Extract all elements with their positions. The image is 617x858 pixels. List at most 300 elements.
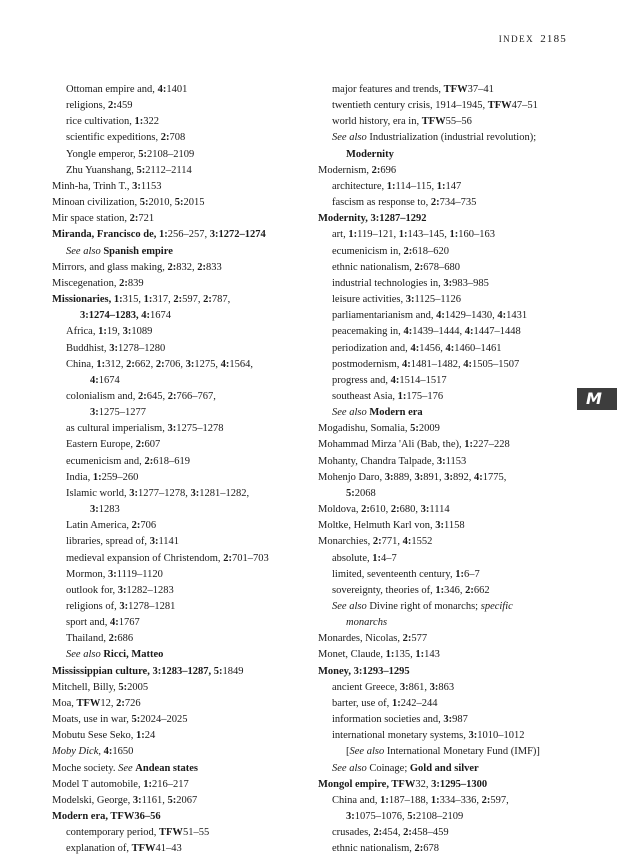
entry-text: art, (332, 229, 349, 241)
entry-text: 1: (464, 439, 473, 451)
entry-text: 256–257, (167, 229, 210, 241)
entry-text: 2: (131, 520, 141, 532)
entry-text: 3: (132, 180, 141, 192)
entry-text: ecumenicism and, (66, 455, 145, 467)
index-entry (318, 211, 583, 227)
entry-text: 4: (410, 342, 420, 354)
entry-text: 839 (127, 277, 144, 289)
entry-text: 1429–1430, (444, 310, 498, 322)
entry-text: Mohenjo Daro, (318, 471, 385, 483)
entry-text: 889, (393, 471, 415, 483)
entry-text: 459 (116, 100, 133, 112)
entry-text: [ (346, 746, 350, 758)
entry-text: 1114 (429, 504, 450, 516)
index-entry (52, 761, 314, 777)
entry-text: 2: (160, 132, 170, 144)
entry-text: as cultural imperialism, (66, 423, 168, 435)
entry-text: 1674 (98, 374, 120, 386)
entry-text: major features and trends, (332, 84, 444, 95)
index-subentry (318, 583, 583, 599)
entry-text: Yongle emperor, (66, 148, 139, 160)
entry-text: 832, (176, 261, 198, 273)
entry-text: 577 (411, 633, 428, 645)
entry-text: 5: (138, 148, 148, 160)
entry-text: 2: (223, 552, 232, 564)
entry-text: 3: (109, 342, 118, 354)
entry-text: 726 (124, 697, 141, 709)
entry-text: libraries, spread of, (66, 536, 150, 548)
entry-text: Mormon, (66, 568, 108, 580)
entry-text: 24 (144, 730, 156, 742)
entry-text: 3: (443, 277, 453, 289)
entry-text: 3: (384, 471, 394, 483)
entry-text: sport and, (66, 617, 111, 629)
entry-text: 3: (129, 487, 139, 499)
index-entry (52, 276, 314, 292)
entry-text: 1: (143, 294, 153, 306)
entry-text: 3: (468, 730, 478, 742)
index-subentry (52, 825, 314, 841)
index-subentry (52, 82, 314, 98)
entry-text: twentieth century crisis, 1914–1945, (332, 100, 488, 112)
entry-text: 766–767, (176, 390, 216, 402)
index-subentry (52, 357, 314, 373)
entry-text: 1650 (112, 746, 134, 758)
entry-text: 4: (445, 342, 455, 354)
entry-text: 5: (167, 794, 177, 806)
entry-text: 3: (420, 504, 430, 516)
index-subentry (52, 421, 314, 437)
entry-text: Zhu Yuanshang, (66, 164, 137, 176)
entry-text: China and, (332, 794, 381, 806)
entry-text: 1: (449, 229, 459, 241)
entry-text: Mobutu Sese Seko, (52, 730, 136, 742)
entry-text: 3: (443, 714, 453, 726)
entry-text: 987 (452, 714, 468, 726)
entry-text: Monardes, Nicolas, (318, 633, 403, 645)
entry-text: 2: (373, 827, 383, 839)
entry-text: 891, (423, 471, 445, 483)
index-entry (52, 809, 314, 825)
entry-text: crusades, (332, 827, 374, 839)
entry-text: 6–7 (464, 568, 480, 580)
entry-text: 4–7 (381, 552, 397, 564)
entry-text: 597, (490, 794, 509, 806)
entry-text: Moa, (52, 697, 77, 709)
entry-text: Modernism, (318, 164, 372, 176)
entry-text: 1: (386, 180, 396, 192)
entry-text: Divine right of monarchs; (369, 601, 481, 612)
entry-text: 2: (414, 843, 424, 855)
index-subentry (318, 761, 583, 777)
entry-text: See also (349, 746, 387, 758)
entry-text: 607 (144, 439, 161, 451)
entry-text: Modern era (369, 407, 423, 419)
entry-text: progress and, (332, 374, 391, 386)
entry-text: Ottoman empire and, (66, 84, 158, 95)
index-subentry (52, 373, 314, 389)
entry-text: 2015 (183, 197, 205, 209)
index-subentry (52, 470, 314, 486)
index-subentry (318, 98, 583, 114)
index-entry (318, 631, 583, 647)
entry-text: 1075–1076, (354, 811, 408, 823)
entry-text: 2: (167, 261, 177, 273)
entry-text: 3: (436, 455, 446, 467)
index-subentry (52, 437, 314, 453)
index-subentry (52, 615, 314, 631)
index-subentry (318, 712, 583, 728)
entry-text: 1: (92, 471, 102, 483)
index-entry (52, 179, 314, 195)
entry-text: 12, (100, 697, 117, 709)
index-subentry (52, 244, 314, 260)
entry-text: medieval expansion of Christendom, (66, 552, 224, 564)
entry-text: Missionaries, (52, 294, 114, 306)
entry-text: 1767 (118, 617, 140, 629)
index-subentry (318, 82, 583, 98)
entry-text: rice cultivation, (66, 116, 135, 128)
index-entry (318, 454, 583, 470)
entry-text: See (118, 762, 136, 774)
entry-text: International Monetary Fund (IMF)] (386, 746, 540, 758)
entry-text: See also (66, 649, 104, 661)
entry-text: 2: (119, 277, 128, 289)
entry-text: 1: (134, 116, 144, 128)
entry-text: 47–51 (511, 100, 538, 112)
entry-text: Latin America, (66, 520, 132, 532)
entry-text: TFW (76, 697, 101, 709)
entry-text: 892, (453, 471, 475, 483)
entry-text: specific (480, 601, 513, 612)
entry-text: 5: (410, 423, 419, 435)
entry-text: Islamic world, (66, 487, 130, 499)
entry-text: 3: (90, 407, 99, 419)
entry-text: 1: (372, 552, 381, 564)
entry-text: 1564, (229, 358, 253, 370)
entry-text: southeast Asia, (332, 390, 398, 402)
entry-text: 2: (126, 358, 135, 370)
entry-text: 2010, (148, 197, 175, 209)
index-subentry (318, 373, 583, 389)
index-entry (52, 696, 314, 712)
entry-text: Mirrors, and glass making, (52, 261, 168, 273)
entry-text: 2: (197, 261, 206, 273)
index-entry (52, 260, 314, 276)
entry-text: See also (332, 132, 370, 144)
index-subentry (52, 647, 314, 663)
index-subentry (52, 324, 314, 340)
entry-text: Model T automobile, (52, 778, 144, 790)
index-subentry (318, 308, 583, 324)
entry-text: 32, (415, 778, 432, 790)
entry-text: 2: (371, 164, 381, 176)
index-entry (318, 470, 583, 486)
entry-text: 3: (399, 681, 409, 693)
entry-text: Mississippian culture, 3:1283–1287, (52, 665, 214, 677)
entry-text: 4: (474, 471, 483, 483)
index-subentry (318, 324, 583, 340)
index-subentry (52, 502, 314, 518)
entry-text: 686 (117, 633, 134, 645)
header-label: INDEX (498, 34, 535, 44)
entry-text: 259–260 (101, 471, 139, 483)
entry-text: 175–176 (406, 390, 444, 402)
entry-text: See also (332, 601, 370, 612)
entry-text: absolute, (332, 552, 373, 564)
index-subentry (52, 147, 314, 163)
entry-text: Buddhist, (66, 342, 110, 354)
index-subentry (52, 841, 314, 857)
entry-text: 143 (424, 649, 440, 661)
entry-text: Modernity (346, 148, 394, 160)
entry-text: 454, (382, 827, 404, 839)
entry-text: 662 (473, 584, 490, 596)
entry-text: 4: (497, 310, 507, 322)
index-entry (52, 664, 314, 680)
entry-text: ancient Greece, (332, 681, 400, 693)
entry-text: 1010–1012 (477, 730, 525, 742)
entry-text: 4: (110, 617, 119, 629)
entry-text: Moche society. (52, 762, 119, 774)
entry-text: 1481–1482, (410, 358, 464, 370)
entry-text: Minh-ha, Trinh T., (52, 180, 133, 192)
entry-text: 696 (380, 164, 397, 176)
index-entry (52, 744, 314, 760)
entry-text: Thailand, (66, 633, 109, 645)
entry-text: religions of, (66, 601, 120, 612)
entry-text: 1278–1281 (128, 601, 176, 612)
entry-text: 3: (117, 584, 127, 596)
entry-text: postmodernism, (332, 358, 402, 370)
entry-text: architecture, (332, 180, 387, 192)
index-entry (52, 227, 314, 243)
entry-text: 1849 (222, 665, 244, 677)
entry-text: industrial technologies in, (332, 277, 444, 289)
entry-text: 2: (138, 390, 147, 402)
entry-text: 2068 (354, 487, 376, 499)
entry-text: Moltke, Helmuth Karl von, (318, 520, 436, 532)
index-subentry (52, 567, 314, 583)
index-subentry (318, 841, 583, 857)
entry-text: ethnic nationalism, (332, 843, 415, 855)
entry-text: Coinage; (369, 762, 410, 774)
entry-text: 1: (136, 730, 145, 742)
index-subentry (318, 615, 583, 631)
entry-text: Moldova, (318, 504, 362, 516)
entry-text: 861, (408, 681, 430, 693)
entry-text: Mogadishu, Somalia, (318, 423, 411, 435)
entry-text: 346, (444, 584, 466, 596)
entry-text: 2: (173, 294, 183, 306)
entry-text: Money, 3:1293–1295 (318, 665, 410, 677)
index-entry (318, 437, 583, 453)
entry-text: 1: (415, 649, 425, 661)
entry-text: 1431 (506, 310, 528, 322)
entry-text: 1275–1278 (176, 423, 224, 435)
index-entry (318, 518, 583, 534)
entry-text: 1283 (98, 504, 120, 516)
entry-text: Andean states (135, 762, 199, 774)
entry-text: Mohammad Mirza 'Ali (Bab, the), (318, 439, 465, 451)
entry-text: 3:1295–1300 (431, 778, 488, 790)
entry-text: 4: (220, 358, 230, 370)
entry-text: 2: (402, 633, 412, 645)
entry-text: 1153 (140, 180, 162, 192)
index-subentry (52, 98, 314, 114)
entry-text: 1: (348, 229, 358, 241)
entry-text: 2: (129, 213, 139, 225)
entry-text: 1: (435, 584, 445, 596)
index-subentry (318, 486, 583, 502)
entry-text: 1401 (166, 84, 188, 95)
index-subentry (52, 130, 314, 146)
entry-text: Spanish empire (103, 245, 173, 257)
index-subentry (318, 341, 583, 357)
entry-text: 2: (403, 245, 413, 257)
entry-text: 5: (139, 197, 149, 209)
entry-text: China, (66, 358, 97, 370)
entry-text: 678 (423, 843, 440, 855)
entry-text: 618–620 (412, 245, 449, 257)
index-entry (52, 195, 314, 211)
entry-text: 1: (380, 794, 389, 806)
entry-text: 1: (455, 568, 464, 580)
entry-text: 2108–2109 (416, 811, 464, 823)
entry-text: 706 (140, 520, 157, 532)
entry-text: 3: (429, 681, 439, 693)
index-entry (52, 680, 314, 696)
page-number: 2185 (540, 33, 567, 45)
running-header (499, 33, 567, 45)
entry-text: contemporary period, (66, 827, 160, 839)
entry-text: 1460–1461 (454, 342, 502, 354)
entry-text: 2: (116, 697, 125, 709)
index-column-left (52, 82, 314, 858)
entry-text: 4: (390, 374, 400, 386)
entry-text: 1: (397, 390, 407, 402)
index-subentry (318, 357, 583, 373)
entry-text: Miscegenation, (52, 277, 120, 289)
entry-text: 1089 (131, 326, 153, 338)
entry-text: 1: (391, 697, 401, 709)
entry-text: TFW (443, 84, 468, 95)
entry-text: 1775, (482, 471, 507, 483)
entry-text: 37–41 (467, 84, 494, 95)
index-subentry (318, 244, 583, 260)
index-subentry (318, 276, 583, 292)
entry-text: Mohanty, Chandra Talpade, (318, 455, 437, 467)
entry-text: 41–43 (155, 843, 182, 855)
index-subentry (318, 227, 583, 243)
index-subentry (52, 518, 314, 534)
index-subentry (52, 114, 314, 130)
index-subentry (318, 260, 583, 276)
index-entry (52, 777, 314, 793)
entry-text: Modelski, George, (52, 794, 133, 806)
entry-text: 863 (438, 681, 455, 693)
index-subentry (318, 551, 583, 567)
entry-text: 1: (436, 180, 446, 192)
entry-text: 3: (444, 471, 454, 483)
entry-text: 1: (430, 794, 440, 806)
entry-text: Gold and silver (409, 762, 479, 774)
index-entry (318, 163, 583, 179)
entry-text: 1275–1277 (98, 407, 146, 419)
entry-text: 1153 (445, 455, 467, 467)
entry-text: 1456, (419, 342, 446, 354)
entry-text: Modernity, 3:1287–1292 (318, 213, 427, 225)
entry-text: religions, (66, 100, 108, 112)
entry-text: 701–703 (231, 552, 269, 564)
entry-text: 3: (149, 536, 159, 548)
entry-text: 1552 (411, 536, 433, 548)
entry-text: 2: (144, 455, 154, 467)
entry-text: 1: (143, 778, 152, 790)
entry-text: parliamentarianism and, (332, 310, 437, 322)
entry-text: 334–336, (439, 794, 482, 806)
index-entry (52, 728, 314, 744)
index-subentry (318, 292, 583, 308)
entry-text: 322 (143, 116, 160, 128)
entry-text: 216–217 (151, 778, 189, 790)
entry-text: 678–680 (423, 261, 461, 273)
index-column-right (318, 82, 583, 858)
entry-text: 3: (167, 423, 177, 435)
index-subentry (318, 744, 583, 760)
index-subentry (318, 130, 583, 146)
index-subentry (52, 534, 314, 550)
index-entry (318, 647, 583, 663)
entry-text: 2: (430, 197, 440, 209)
entry-text: 708 (169, 132, 186, 144)
entry-text: 1: (398, 229, 408, 241)
entry-text: 662, (134, 358, 156, 370)
entry-text: 2: (372, 536, 382, 548)
entry-text: 135, (394, 649, 416, 661)
index-subentry (52, 551, 314, 567)
entry-text: 5: (131, 714, 141, 726)
entry-text: 2: (135, 439, 145, 451)
entry-text: fascism as response to, (332, 197, 431, 209)
entry-text: 2112–2114 (145, 164, 192, 176)
entry-text: 1: (98, 326, 107, 338)
entry-text: 312, (105, 358, 127, 370)
entry-text: 4: (463, 358, 472, 370)
entry-text: 833 (206, 261, 222, 273)
entry-text: 3: (122, 326, 132, 338)
index-subentry (318, 793, 583, 809)
entry-text: 187–188, (388, 794, 431, 806)
entry-text: 1439–1444, (412, 326, 465, 338)
entry-text: peacemaking in, (332, 326, 404, 338)
entry-text: See also (66, 245, 104, 257)
entry-text: 3: (119, 601, 129, 612)
entry-text: 4: (402, 536, 412, 548)
entry-text: 2: (465, 584, 474, 596)
index-subentry (318, 809, 583, 825)
entry-text: 4: (157, 84, 167, 95)
entry-text: ethnic nationalism, (332, 261, 415, 273)
entry-text: 1674 (150, 310, 171, 322)
index-subentry (52, 341, 314, 357)
entry-text: 1125–1126 (414, 294, 462, 306)
entry-text: Monarchies, (318, 536, 373, 548)
index-entry (52, 793, 314, 809)
entry-text: 680, (399, 504, 421, 516)
index-subentry (318, 680, 583, 696)
entry-text: 721 (138, 213, 155, 225)
